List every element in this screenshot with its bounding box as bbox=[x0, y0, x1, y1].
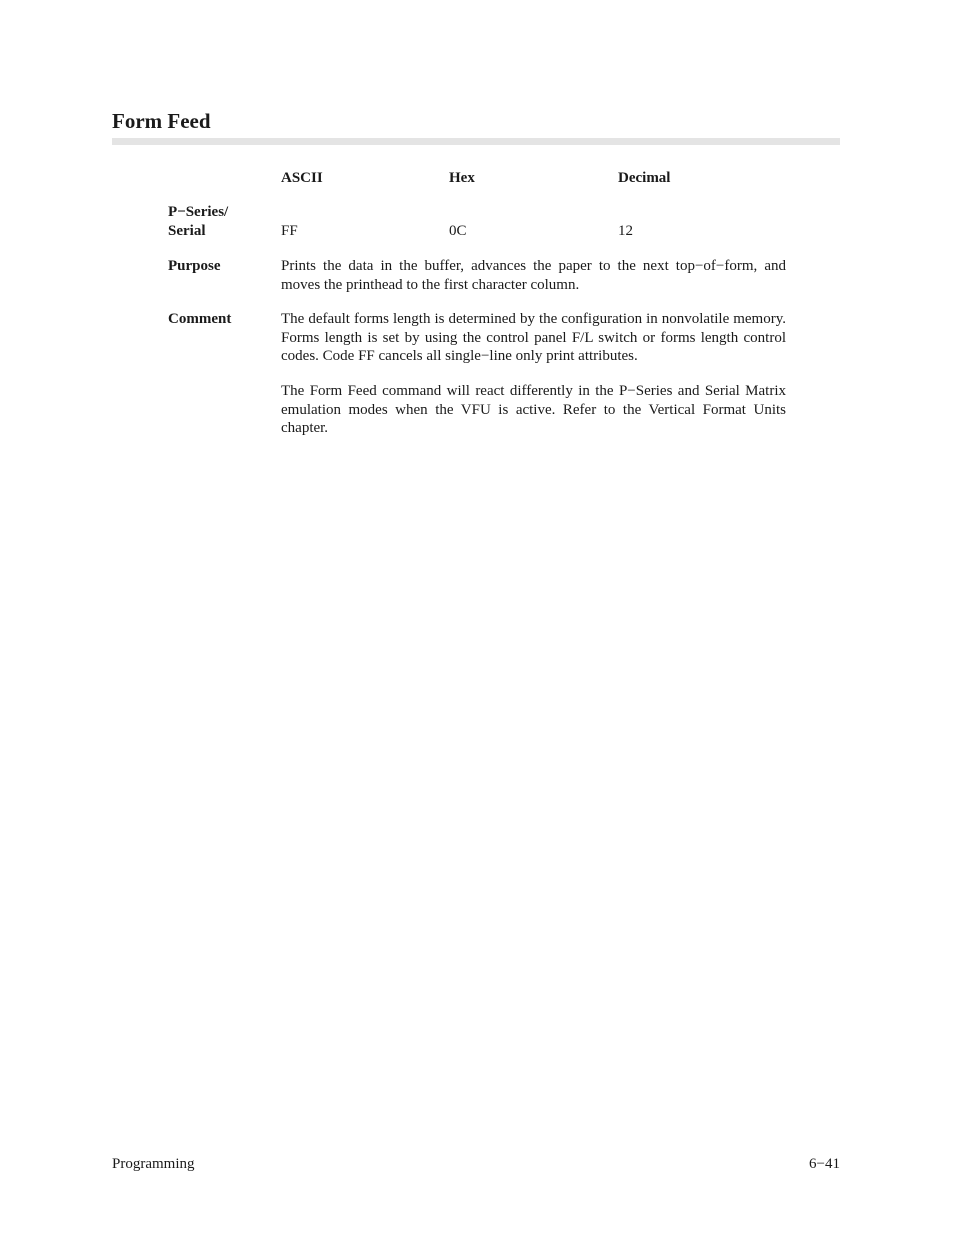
column-header-hex: Hex bbox=[449, 170, 475, 186]
page-title: Form Feed bbox=[112, 109, 211, 133]
comment-label: Comment bbox=[168, 311, 232, 327]
purpose-text: Prints the data in the buffer, advances the paper to the next top−of−form, and moves the printhead to the first character column. bbox=[281, 258, 786, 293]
decimal-value: 12 bbox=[618, 223, 633, 239]
comment-paragraph-1: The default forms length is determined by the configuration in nonvolatile memory. Forms length is set by using the control panel F/L switch or forms length control codes. Code FF cancels all single−line only print attributes. bbox=[281, 311, 786, 364]
ascii-value: FF bbox=[281, 223, 298, 239]
row-label-serial: Serial bbox=[168, 223, 206, 239]
comment-paragraph-2: The Form Feed command will react differently in the P−Series and Serial Matrix emulation modes when the VFU is active. Refer to the Vertical Format Units chapter. bbox=[281, 383, 786, 436]
column-header-ascii: ASCII bbox=[281, 170, 323, 186]
footer-page-number: 6−41 bbox=[809, 1156, 840, 1172]
footer-section: Programming bbox=[112, 1156, 195, 1172]
hex-value: 0C bbox=[449, 223, 467, 239]
column-header-decimal: Decimal bbox=[618, 170, 671, 186]
title-rule bbox=[112, 138, 840, 145]
row-label-pseries: P−Series/ bbox=[168, 204, 229, 220]
purpose-label: Purpose bbox=[168, 258, 221, 274]
